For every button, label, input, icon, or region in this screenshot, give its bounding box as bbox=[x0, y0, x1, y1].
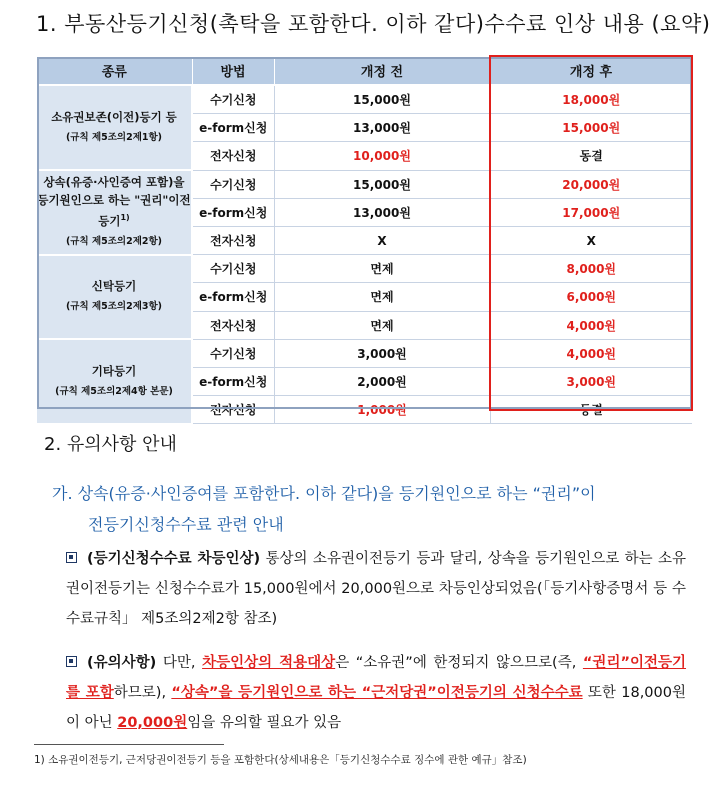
before-cell: 13,000원 bbox=[274, 198, 490, 226]
after-cell: X bbox=[490, 226, 692, 254]
ga-line-1: 가. 상속(유증·사인증여를 포함한다. 이하 같다)을 등기원인으로 하는 “권리”이 bbox=[52, 484, 596, 503]
footnote-divider bbox=[34, 744, 224, 745]
before-cell: 면제 bbox=[274, 311, 490, 339]
footnote: 1) 소유권이전등기, 근저당권이전등기 등을 포함한다(상세내용은「등기신청수수료 징수에 관한 예규」참조) bbox=[34, 754, 527, 766]
bullet-text: 하므로), bbox=[113, 685, 172, 701]
before-cell: 2,000원 bbox=[274, 367, 490, 395]
before-cell: 10,000원 bbox=[274, 142, 490, 170]
method-cell: 수기신청 bbox=[192, 255, 274, 283]
table-row bbox=[37, 339, 692, 367]
bullet-head: (유의사항) bbox=[87, 655, 157, 671]
kind-rule: (규칙 제5조의2제2항) bbox=[65, 236, 163, 248]
bullet-text: 또한 18,000원이 아닌 bbox=[66, 685, 686, 731]
header-before: 개정 전 bbox=[274, 57, 490, 85]
before-cell: 3,000원 bbox=[274, 339, 490, 367]
bullet-text: 통상의 소유권이전등기 등과 달리, 상속을 등기원인으로 하는 소유권이전등기는 신청수수료가 15,000원에서 20,000원으로 차등인상되었음(「등기사항증명서 등 수수료규칙」 제5조의2제2항 참조) bbox=[66, 551, 686, 627]
kind-cell bbox=[37, 85, 192, 170]
before-cell: 면제 bbox=[274, 255, 490, 283]
before-cell: 13,000원 bbox=[274, 114, 490, 142]
header-method: 방법 bbox=[192, 57, 274, 85]
before-cell: X bbox=[274, 226, 490, 254]
after-cell: 6,000원 bbox=[490, 283, 692, 311]
method-cell: 전자신청 bbox=[192, 311, 274, 339]
after-cell: 18,000원 bbox=[490, 85, 692, 114]
table-row bbox=[37, 85, 692, 114]
method-cell: e-form신청 bbox=[192, 367, 274, 395]
square-bullet-icon bbox=[66, 656, 77, 667]
kind-cell bbox=[37, 170, 192, 255]
method-cell: e-form신청 bbox=[192, 114, 274, 142]
after-cell: 20,000원 bbox=[490, 170, 692, 198]
header-kind: 종류 bbox=[37, 57, 192, 85]
kind-rule: (규칙 제5조의2제3항) bbox=[65, 301, 163, 313]
section1-title: 1. 부동산등기신청(촉탁을 포함한다. 이하 같다)수수료 인상 내용 (요약) bbox=[36, 12, 711, 36]
ga-line-2: 전등기신청수수료 관련 안내 bbox=[88, 515, 284, 534]
fee-table bbox=[37, 57, 693, 425]
before-cell: 15,000원 bbox=[274, 85, 490, 114]
emphasis-text: “상속”을 등기원인으로 하는 “근저당권”이전등기의 신청수수료 bbox=[171, 685, 583, 701]
method-cell: 전자신청 bbox=[192, 226, 274, 254]
method-cell: 수기신청 bbox=[192, 85, 274, 114]
method-cell: e-form신청 bbox=[192, 283, 274, 311]
method-cell: 수기신청 bbox=[192, 170, 274, 198]
table-header-row bbox=[37, 57, 692, 85]
kind-label: 신탁등기 bbox=[91, 279, 137, 294]
bullet-text: 다만, bbox=[156, 655, 203, 671]
method-cell: 전자신청 bbox=[192, 142, 274, 170]
header-after: 개정 후 bbox=[490, 57, 692, 85]
after-cell: 8,000원 bbox=[490, 255, 692, 283]
bullet-head: (등기신청수수료 차등인상) bbox=[87, 551, 261, 567]
table-row bbox=[37, 170, 692, 198]
after-cell: 15,000원 bbox=[490, 114, 692, 142]
before-cell: 면제 bbox=[274, 283, 490, 311]
emphasis-text: 차등인상의 적용대상 bbox=[202, 655, 336, 671]
bullet-fee-increase bbox=[66, 544, 686, 634]
kind-cell bbox=[37, 339, 192, 424]
method-cell: e-form신청 bbox=[192, 198, 274, 226]
after-cell: 4,000원 bbox=[490, 311, 692, 339]
after-cell: 4,000원 bbox=[490, 339, 692, 367]
emphasis-text: 20,000원 bbox=[117, 715, 188, 731]
square-bullet-icon bbox=[66, 552, 77, 563]
kind-rule: (규칙 제5조의2제1항) bbox=[65, 132, 163, 144]
kind-label: 소유권보존(이전)등기 등 bbox=[51, 110, 177, 125]
method-cell: 수기신청 bbox=[192, 339, 274, 367]
bullet-text: 임을 유의할 필요가 있음 bbox=[187, 715, 342, 731]
emphasis-text: “권리”이전등기를 포함 bbox=[66, 655, 687, 701]
before-cell: 15,000원 bbox=[274, 170, 490, 198]
after-cell: 17,000원 bbox=[490, 198, 692, 226]
footnote-ref: 1) bbox=[120, 213, 130, 223]
after-cell: 동결 bbox=[490, 396, 692, 424]
kind-rule: (규칙 제5조의2제4항 본문) bbox=[55, 385, 173, 397]
before-cell: 1,000원 bbox=[274, 396, 490, 424]
kind-label: 상속(유증·사인증여 포함)을 등기원인으로 하는 "권리"이전등기 bbox=[37, 175, 191, 229]
bullet-text: 은 “소유권”에 한정되지 않으므로(즉, bbox=[335, 655, 583, 671]
section2-title: 2. 유의사항 안내 bbox=[44, 434, 177, 455]
subsection-ga bbox=[52, 478, 692, 540]
bullet-caution bbox=[66, 648, 686, 738]
kind-cell bbox=[37, 255, 192, 340]
after-cell: 동결 bbox=[490, 142, 692, 170]
kind-label: 기타등기 bbox=[91, 363, 137, 378]
method-cell: 전자신청 bbox=[192, 396, 274, 424]
table-row bbox=[37, 255, 692, 283]
after-cell: 3,000원 bbox=[490, 367, 692, 395]
